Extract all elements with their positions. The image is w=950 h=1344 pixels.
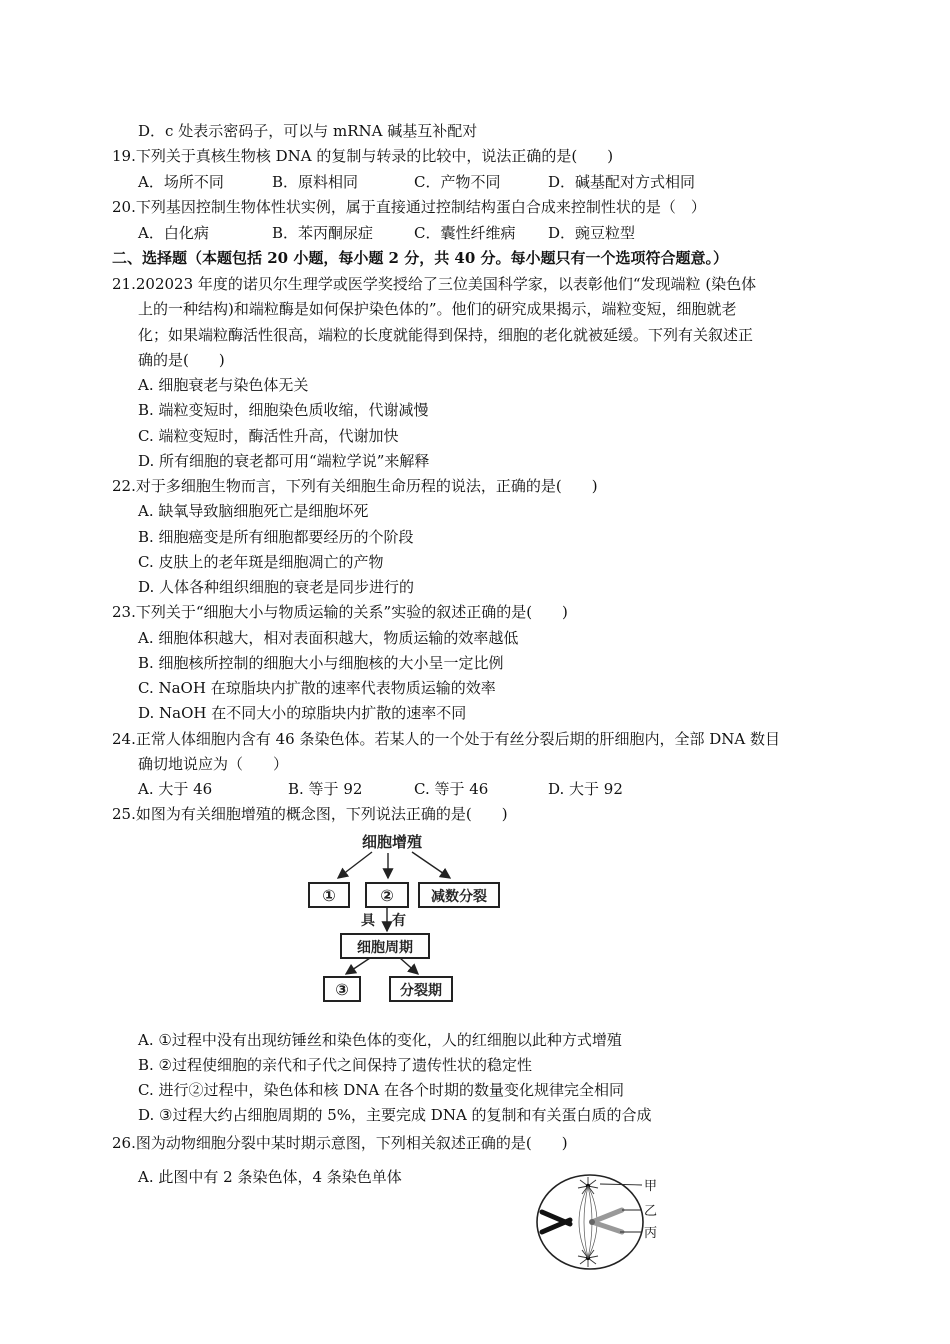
q21-option-d: D. 所有细胞的衰老都可用“端粒学说”来解释: [138, 452, 430, 470]
q23-stem: 23.下列关于“细胞大小与物质运输的关系”实验的叙述正确的是( ): [112, 603, 568, 621]
q25-option-c: C. 进行②过程中，染色体和核 DNA 在各个时期的数量变化规律完全相同: [138, 1081, 625, 1099]
q21-stem-line-2: 上的一种结构)和端粒酶是如何保护染色体的”。他们的研究成果揭示，端粒变短，细胞就老: [138, 300, 737, 318]
q23-option-b: B. 细胞核所控制的细胞大小与细胞核的大小呈一定比例: [138, 654, 504, 672]
q25-stem: 25.如图为有关细胞增殖的概念图，下列说法正确的是( ): [112, 805, 508, 823]
q20-option-b: B．苯丙酮尿症: [272, 224, 374, 242]
q26-stem: 26.图为动物细胞分裂中某时期示意图，下列相关叙述正确的是( ): [112, 1134, 568, 1152]
diagram-edge-label-left: 具: [361, 913, 375, 929]
label-yi: 乙: [644, 1204, 658, 1219]
q20-option-d: D．豌豆粒型: [548, 224, 636, 242]
diagram-box-3-phase-label: ③: [335, 980, 349, 999]
diagram-box-2-label: ②: [380, 886, 394, 905]
label-bing: 丙: [644, 1226, 658, 1241]
q19-option-a: A．场所不同: [138, 173, 224, 191]
q24-option-c: C. 等于 46: [414, 780, 489, 798]
q18-option-d: D．c 处表示密码子，可以与 mRNA 碱基互补配对: [138, 122, 478, 140]
q21-option-b: B. 端粒变短时，细胞染色质收缩，代谢减慢: [138, 401, 429, 419]
q25-option-d: D. ③过程大约占细胞周期的 5%，主要完成 DNA 的复制和有关蛋白质的合成: [138, 1106, 652, 1124]
centromere: [589, 1219, 595, 1225]
q24-option-a: A. 大于 46: [138, 780, 213, 798]
q24-stem-line-1: 24.正常人体细胞内含有 46 条染色体。若某人的一个处于有丝分裂后期的肝细胞内，全部 DNA 数目: [112, 730, 781, 748]
q24-stem-line-2: 确切地说应为（ ）: [138, 755, 289, 773]
section-2-heading: 二、选择题（本题包括 20 小题，每小题 2 分，共 40 分。每小题只有一个选项符合题意。）: [112, 249, 729, 267]
q22-option-d: D. 人体各种组织细胞的衰老是同步进行的: [138, 578, 415, 596]
q20-stem: 20.下列基因控制生物体性状实例，属于直接通过控制结构蛋白合成来控制性状的是（ ）: [112, 198, 706, 216]
q22-stem: 22.对于多细胞生物而言，下列有关细胞生命历程的说法，正确的是( ): [112, 477, 598, 495]
diagram-arrow-cycle-to-3: [346, 958, 370, 974]
diagram-box-1-label: ①: [322, 886, 336, 905]
diagram-edge-label-right: 有: [392, 913, 406, 929]
diagram-arrow-root-to-3: [412, 852, 450, 878]
q22-option-c: C. 皮肤上的老年斑是细胞凋亡的产物: [138, 553, 384, 571]
q21-stem-line-3: 化；如果端粒酶活性很高，端粒的长度就能得到保持，细胞的老化就被延缓。下列有关叙述正: [138, 326, 754, 344]
diagram-box-3-label: 减数分裂: [431, 889, 487, 905]
q20-option-a: A．白化病: [138, 224, 209, 242]
q23-option-c: C. NaOH 在琼脂块内扩散的速率代表物质运输的效率: [138, 679, 496, 697]
label-jia: 甲: [644, 1179, 658, 1194]
q25-option-a: A. ①过程中没有出现纺锤丝和染色体的变化，人的红细胞以此种方式增殖: [138, 1031, 622, 1049]
q19-option-c: C．产物不同: [414, 173, 501, 191]
q26-option-a: A. 此图中有 2 条染色体，4 条染色单体: [138, 1168, 402, 1186]
q24-option-d: D. 大于 92: [548, 780, 623, 798]
q24-option-b: B. 等于 92: [288, 780, 363, 798]
animal-cell-division-figure: [530, 1168, 670, 1276]
cell-proliferation-concept-diagram: [300, 828, 510, 1004]
q19-option-b: B．原料相同: [272, 173, 359, 191]
q21-stem-line-1: 21.202023 年度的诺贝尔生理学或医学奖授给了三位美国科学家，以表彰他们“发现端粒 (染色体: [112, 275, 757, 293]
q19-option-d: D．碱基配对方式相同: [548, 173, 696, 191]
q21-option-c: C. 端粒变短时，酶活性升高，代谢加快: [138, 427, 399, 445]
q21-option-a: A. 细胞衰老与染色体无关: [138, 376, 309, 394]
q19-stem: 19.下列关于真核生物核 DNA 的复制与转录的比较中，说法正确的是( ): [112, 147, 614, 165]
diagram-box-division-phase-label: 分裂期: [400, 983, 442, 999]
q22-option-a: A. 缺氧导致脑细胞死亡是细胞坏死: [138, 502, 369, 520]
q22-option-b: B. 细胞癌变是所有细胞都要经历的个阶段: [138, 528, 414, 546]
diagram-arrow-root-to-1: [338, 852, 372, 878]
q20-option-c: C．囊性纤维病: [414, 224, 516, 242]
diagram-box-cell-cycle-label: 细胞周期: [357, 940, 413, 956]
diagram-root-label: 细胞增殖: [361, 833, 423, 851]
q23-option-d: D. NaOH 在不同大小的琼脂块内扩散的速率不同: [138, 704, 467, 722]
q25-option-b: B. ②过程使细胞的亲代和子代之间保持了遗传性状的稳定性: [138, 1056, 533, 1074]
q21-stem-line-4: 确的是( ): [138, 351, 225, 369]
diagram-arrow-cycle-to-division: [400, 958, 418, 974]
q23-option-a: A. 细胞体积越大，相对表面积越大，物质运输的效率越低: [138, 629, 519, 647]
